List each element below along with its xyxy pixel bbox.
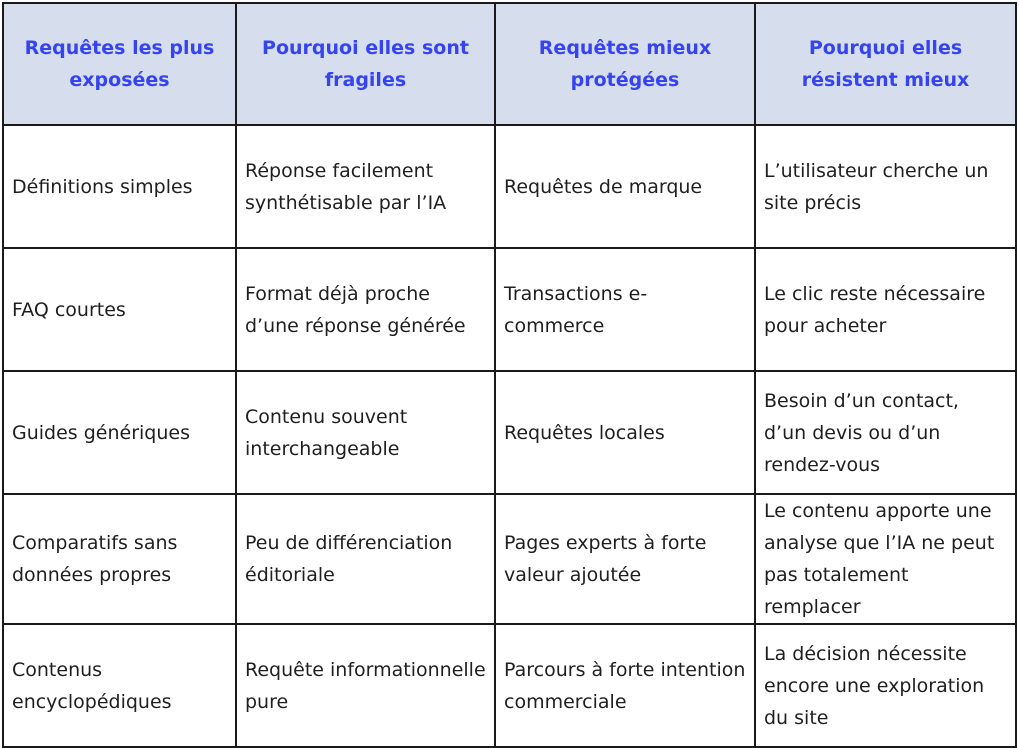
table-body bbox=[3, 125, 1016, 747]
table-header bbox=[3, 3, 1016, 125]
table-cell: Comparatifs sans données propres bbox=[3, 494, 236, 624]
table-row bbox=[3, 494, 1016, 624]
header-why-fragile: Pourquoi elles sont fragiles bbox=[236, 3, 495, 125]
header-why-resist-better: Pourquoi elles résistent mieux bbox=[755, 3, 1016, 125]
table-cell: Le contenu apporte une analyse que l’IA ne peut pas totalement remplacer bbox=[755, 494, 1016, 624]
table-cell: Parcours à forte intention commerciale bbox=[495, 624, 755, 747]
table-cell: Peu de différenciation éditoriale bbox=[236, 494, 495, 624]
table-cell: L’utilisateur cherche un site précis bbox=[755, 125, 1016, 248]
table-row bbox=[3, 248, 1016, 371]
header-better-protected-queries: Requêtes mieux protégées bbox=[495, 3, 755, 125]
table-cell: Besoin d’un contact, d’un devis ou d’un rendez-vous bbox=[755, 371, 1016, 494]
table-cell: Contenus encyclopédiques bbox=[3, 624, 236, 747]
table-row bbox=[3, 371, 1016, 494]
table-cell: Requêtes locales bbox=[495, 371, 755, 494]
table-cell: FAQ courtes bbox=[3, 248, 236, 371]
table-cell: Contenu souvent interchangeable bbox=[236, 371, 495, 494]
header-most-exposed-queries: Requêtes les plus exposées bbox=[3, 3, 236, 125]
table-cell: Requêtes de marque bbox=[495, 125, 755, 248]
table-cell: Guides génériques bbox=[3, 371, 236, 494]
table-row bbox=[3, 125, 1016, 248]
table-cell: La décision nécessite encore une exploration du site bbox=[755, 624, 1016, 747]
header-row bbox=[3, 3, 1016, 125]
table-cell: Le clic reste nécessaire pour acheter bbox=[755, 248, 1016, 371]
comparison-table bbox=[2, 2, 1017, 748]
table-cell: Réponse facilement synthétisable par l’IA bbox=[236, 125, 495, 248]
table-cell: Requête informationnelle pure bbox=[236, 624, 495, 747]
table-cell: Pages experts à forte valeur ajoutée bbox=[495, 494, 755, 624]
table-cell: Format déjà proche d’une réponse générée bbox=[236, 248, 495, 371]
table-row bbox=[3, 624, 1016, 747]
table-cell: Définitions simples bbox=[3, 125, 236, 248]
table-cell: Transactions e-commerce bbox=[495, 248, 755, 371]
comparison-table-container bbox=[2, 2, 1015, 740]
